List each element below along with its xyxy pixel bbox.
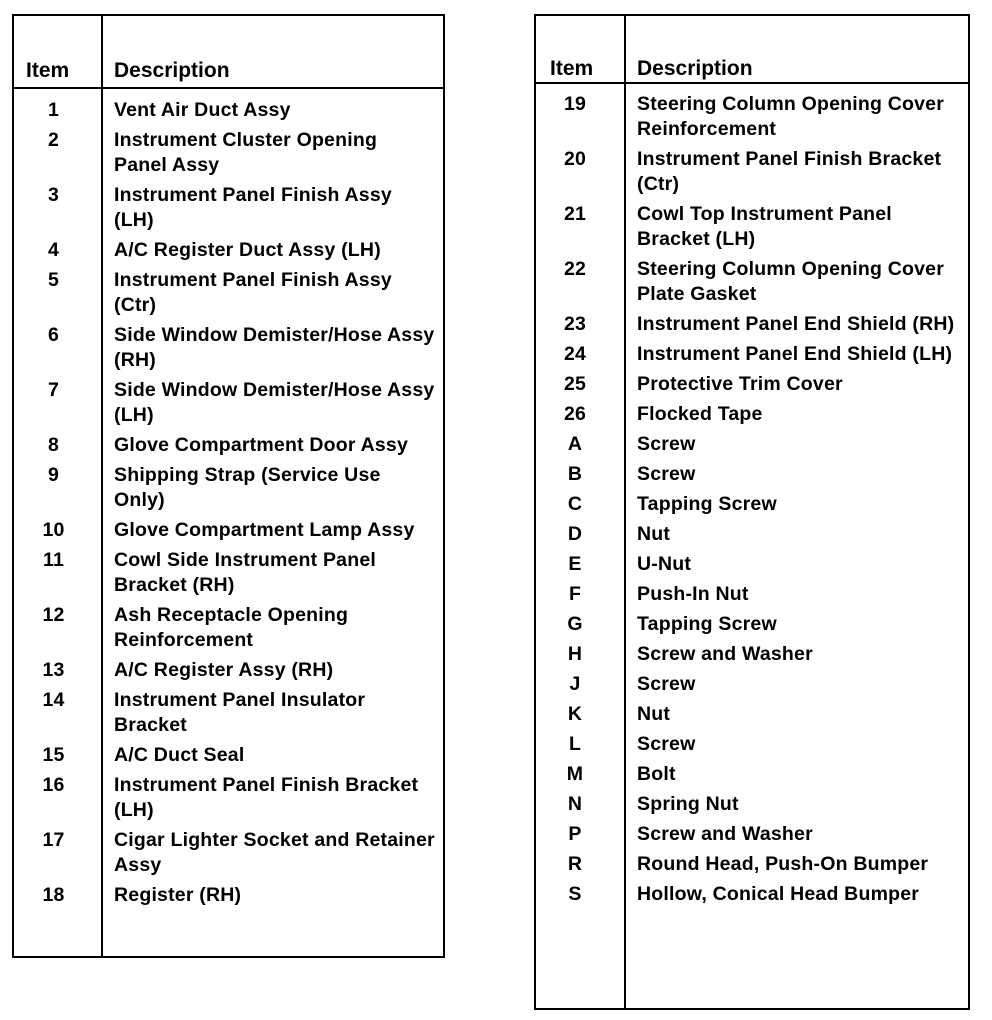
table-row — [14, 323, 443, 373]
table-row — [536, 702, 968, 727]
table-row — [14, 548, 443, 598]
item-description: Spring Nut — [637, 793, 739, 815]
item-number: 24 — [563, 343, 587, 365]
item-description: Protective Trim Cover — [637, 373, 843, 395]
table-row — [14, 773, 443, 823]
item-number: 3 — [47, 184, 60, 206]
table-row — [14, 268, 443, 318]
table-row — [14, 518, 443, 543]
item-number: R — [567, 853, 583, 875]
item-description: Screw — [637, 463, 696, 485]
header-rule — [536, 82, 968, 84]
table-row — [14, 463, 443, 513]
item-number: K — [567, 703, 583, 725]
item-description: Screw and Washer — [637, 823, 813, 845]
item-number: 22 — [563, 258, 587, 280]
item-description: Steering Column Opening Cover Plate Gasket — [637, 258, 944, 305]
table-row — [536, 792, 968, 817]
item-number: S — [568, 883, 582, 905]
item-description: Nut — [637, 523, 671, 545]
item-description: Bolt — [637, 763, 676, 785]
table-row — [14, 238, 443, 263]
item-number: 21 — [563, 203, 587, 225]
table-row — [14, 378, 443, 428]
item-description: Side Window Demister/Hose Assy (LH) — [114, 379, 435, 426]
table-row — [536, 522, 968, 547]
item-description: Cigar Lighter Socket and Retainer Assy — [114, 829, 435, 876]
parts-table-right — [534, 14, 970, 1010]
table-row — [14, 743, 443, 768]
item-number: J — [569, 673, 581, 695]
item-description: Instrument Panel Finish Bracket (LH) — [114, 774, 419, 821]
item-number: 11 — [42, 549, 64, 571]
table-row — [536, 822, 968, 847]
item-number: G — [567, 613, 583, 635]
item-number: F — [568, 583, 582, 605]
item-description: Screw and Washer — [637, 643, 813, 665]
table-row — [536, 257, 968, 307]
description-column-header: Description — [114, 59, 230, 82]
item-number: P — [568, 823, 582, 845]
item-description: Cowl Side Instrument Panel Bracket (RH) — [114, 549, 376, 596]
item-description: Screw — [637, 673, 696, 695]
table-row — [536, 147, 968, 197]
item-column-header: Item — [550, 57, 594, 80]
item-description: Flocked Tape — [637, 403, 763, 425]
item-number: 23 — [563, 313, 587, 335]
item-description: A/C Register Duct Assy (LH) — [114, 239, 381, 261]
item-number: 9 — [47, 464, 60, 486]
item-description: Tapping Screw — [637, 613, 777, 635]
item-description: Screw — [637, 433, 696, 455]
item-number: 19 — [563, 93, 587, 115]
table-row — [536, 672, 968, 697]
item-description: Screw — [637, 733, 696, 755]
item-description: Instrument Panel End Shield (RH) — [637, 313, 955, 335]
table-row — [536, 312, 968, 337]
item-description: Glove Compartment Lamp Assy — [114, 519, 415, 541]
table-row — [536, 342, 968, 367]
table-row — [536, 202, 968, 252]
item-description: Steering Column Opening Cover Reinforcement — [637, 93, 944, 140]
item-number: 17 — [42, 829, 65, 851]
item-number: 16 — [42, 774, 65, 796]
table-row — [14, 603, 443, 653]
table-row — [14, 883, 443, 908]
item-description: Vent Air Duct Assy — [114, 99, 291, 121]
table-row — [536, 642, 968, 667]
item-description: U-Nut — [637, 553, 692, 575]
item-description: Hollow, Conical Head Bumper — [637, 883, 920, 905]
item-number: L — [568, 733, 582, 755]
item-number: N — [567, 793, 583, 815]
item-number: 14 — [42, 689, 65, 711]
table-row — [536, 92, 968, 142]
item-number: 18 — [42, 884, 65, 906]
item-description: Cowl Top Instrument Panel Bracket (LH) — [637, 203, 892, 250]
item-number: C — [567, 493, 583, 515]
item-description: Instrument Panel Finish Assy (LH) — [114, 184, 392, 231]
table-row — [536, 372, 968, 397]
table-row — [536, 882, 968, 907]
header-rule — [14, 87, 443, 89]
item-description: Ash Receptacle Opening Reinforcement — [114, 604, 349, 651]
item-number: 15 — [42, 744, 65, 766]
item-description: Push-In Nut — [637, 583, 749, 605]
item-number: 10 — [42, 519, 65, 541]
item-description: Tapping Screw — [637, 493, 777, 515]
item-number: 25 — [563, 373, 587, 395]
table-row — [536, 492, 968, 517]
table-row — [14, 128, 443, 178]
table-row — [536, 402, 968, 427]
item-description: Nut — [637, 703, 671, 725]
item-number: 1 — [47, 99, 60, 121]
table-row — [14, 433, 443, 458]
item-description: A/C Register Assy (RH) — [114, 659, 334, 681]
item-description: Instrument Panel Finish Bracket (Ctr) — [637, 148, 942, 195]
parts-table-left — [12, 14, 445, 958]
item-description: A/C Duct Seal — [114, 744, 245, 766]
item-number: 7 — [47, 379, 60, 401]
table-row — [536, 462, 968, 487]
item-number: 5 — [47, 269, 60, 291]
table-row — [536, 852, 968, 877]
item-number: H — [567, 643, 583, 665]
item-description: Register (RH) — [114, 884, 242, 906]
item-number: E — [568, 553, 582, 575]
table-row — [536, 432, 968, 457]
item-column-header: Item — [26, 59, 70, 82]
table-body — [536, 92, 968, 912]
table-row — [536, 552, 968, 577]
item-number: D — [567, 523, 583, 545]
table-row — [14, 98, 443, 123]
item-number: 8 — [47, 434, 60, 456]
table-body — [14, 98, 443, 913]
item-number: 4 — [47, 239, 60, 261]
item-number: 12 — [42, 604, 65, 626]
item-number: 26 — [563, 403, 587, 425]
item-number: B — [567, 463, 583, 485]
item-description: Round Head, Push-On Bumper — [637, 853, 929, 875]
item-description: Glove Compartment Door Assy — [114, 434, 408, 456]
item-number: 2 — [47, 129, 60, 151]
table-row — [14, 658, 443, 683]
description-column-header: Description — [637, 57, 753, 80]
item-description: Shipping Strap (Service Use Only) — [114, 464, 381, 511]
table-row — [14, 183, 443, 233]
item-description: Instrument Panel End Shield (LH) — [637, 343, 953, 365]
item-number: 6 — [47, 324, 60, 346]
table-row — [14, 688, 443, 738]
item-number: 20 — [563, 148, 587, 170]
item-description: Side Window Demister/Hose Assy (RH) — [114, 324, 435, 371]
item-description: Instrument Panel Insulator Bracket — [114, 689, 366, 736]
item-description: Instrument Panel Finish Assy (Ctr) — [114, 269, 392, 316]
item-number: 13 — [42, 659, 65, 681]
item-number: M — [566, 763, 584, 785]
item-description: Instrument Cluster Opening Panel Assy — [114, 129, 378, 176]
table-row — [536, 732, 968, 757]
table-row — [536, 612, 968, 637]
item-number: A — [567, 433, 583, 455]
table-row — [536, 582, 968, 607]
table-row — [14, 828, 443, 878]
table-row — [536, 762, 968, 787]
